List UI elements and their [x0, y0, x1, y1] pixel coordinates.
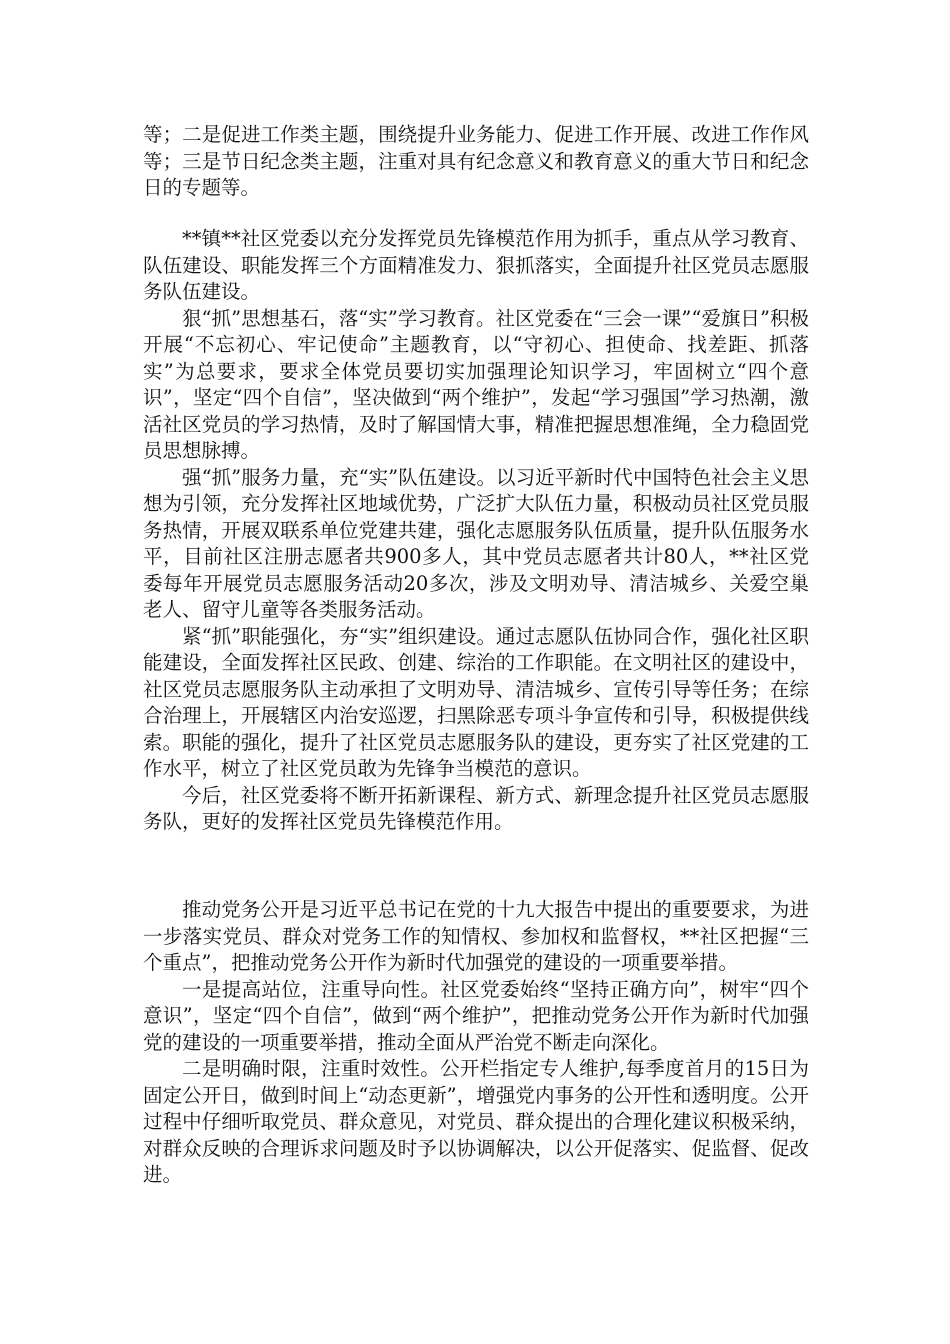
paragraph: 等；二是促进工作类主题，围绕提升业务能力、促进工作开展、改进工作作风等；三是节日纪念类主题，注重对具有纪念意义和教育意义的重大节日和纪念日的专题等。 — [143, 123, 809, 199]
paragraph: 紧“抓”职能强化，夯“实”组织建设。通过志愿队伍协同合作，强化社区职能建设，全面发挥社区民政、创建、综治的工作职能。在文明社区的建设中，社区党员志愿服务队主动承担了文明劝导、清洁城乡、宣传引导等任务；在综合治理上，开展辖区内治安巡逻，扫黑除恶专项斗争宣传和引导，积极提供线索。职能的强化，提升了社区党员志愿服务队的建设，更夯实了社区党建的工作水平，树立了社区党员敢为先锋争当模范的意识。 — [143, 624, 809, 780]
text-section-2 — [143, 226, 809, 836]
paragraph: 二是明确时限，注重时效性。公开栏指定专人维护,每季度首月的15日为固定公开日，做到时间上“动态更新”，增强党内事务的公开性和透明度。公开过程中仔细听取党员、群众意见，对党员、群众提出的合理化建议积极采纳，对群众反映的合理诉求问题及时予以协调解决，以公开促落实、促监督、促改进。 — [143, 1057, 809, 1186]
paragraph: 今后，社区党委将不断开拓新课程、新方式、新理念提升社区党员志愿服务队，更好的发挥社区党员先锋模范作用。 — [143, 783, 809, 833]
paragraph: 强“抓”服务力量，充“实”队伍建设。以习近平新时代中国特色社会主义思想为引领，充分发挥社区地域优势，广泛扩大队伍力量，积极动员社区党员服务热情，开展双联系单位党建共建，强化志愿服务队伍质量，提升队伍服务水平，目前社区注册志愿者共900多人，其中党员志愿者共计80人，**社区党委每年开展党员志愿服务活动20多次，涉及文明劝导、清洁城乡、关爱空巢老人、留守儿童等各类服务活动。 — [143, 465, 809, 621]
paragraph: 一是提高站位，注重导向性。社区党委始终“坚持正确方向”，树牢“四个意识”，坚定“四个自信”，做到“两个维护”，把推动党务公开作为新时代加强党的建设的一项重要举措，推动全面从严治党不断走向深化。 — [143, 977, 809, 1054]
paragraph: 狠“抓”思想基石，落“实”学习教育。社区党委在“三会一课”“爱旗日”积极开展“不忘初心、牢记使命”主题教育，以“守初心、担使命、找差距、抓落实”为总要求，要求全体党员要切实加强理论知识学习，牢固树立“四个意识”，坚定“四个自信”，坚决做到“两个维护”，发起“学习强国”学习热潮，激活社区党员的学习热情，及时了解国情大事，精准把握思想准绳，全力稳固党员思想脉搏。 — [143, 306, 809, 462]
text-section-3 — [143, 897, 809, 1189]
paragraph: 推动党务公开是习近平总书记在党的十九大报告中提出的重要要求，为进一步落实党员、群众对党务工作的知情权、参加权和监督权，**社区把握“三个重点”，把推动党务公开作为新时代加强党的建设的一项重要举措。 — [143, 898, 809, 974]
text-section-1 — [143, 122, 809, 202]
paragraph: **镇**社区党委以充分发挥党员先锋模范作用为抓手，重点从学习教育、队伍建设、职能发挥三个方面精准发力、狠抓落实，全面提升社区党员志愿服务队伍建设。 — [143, 227, 809, 303]
